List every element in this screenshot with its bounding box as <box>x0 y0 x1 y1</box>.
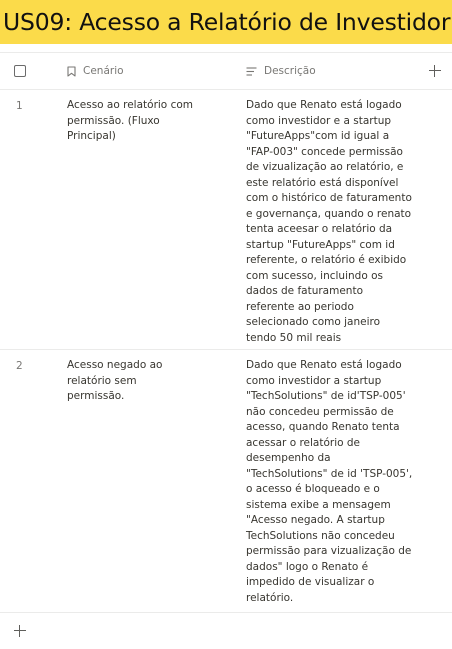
description-cell[interactable]: Dado que Renato está logado como investidor a startup "TechSolutions" de id'TSP-005' não concedeu permissão de acesso, quando Renato tenta acessar o relatório de desempenho da "TechSolutions" de id 'TSP-005', o acesso é bloqueado e o sistema exibe a mensagem "Acesso negado. A startup TechSolutions não concedeu permissão para vizualização de dados" logo o Renato é impedido de visualizar o relatório. <box>246 359 413 604</box>
table-header-row <box>0 52 452 90</box>
bookmark-icon <box>67 66 76 77</box>
add-row-plus-icon[interactable] <box>14 625 26 637</box>
title-banner <box>0 0 452 44</box>
row-index: 1 <box>16 100 23 112</box>
table-footer <box>0 613 452 649</box>
description-cell[interactable]: Dado que Renato está logado como investidor e a startup "FutureApps"com id igual a "FAP-003" concede permissão de vizualização ao relatório, e este relatório está disponível com o histórico de faturamento e governança, quando o renato tenta aceesar o relatório da startup "FutureApps" com id referente, o relatório é exibido com sucesso, incluindo os dados de faturamento referente ao periodo selecionado como janeiro tendo 50 mil reais <box>246 99 412 344</box>
scenario-table <box>0 52 452 649</box>
column-header-label: Descrição <box>264 65 316 77</box>
column-header-cenario[interactable] <box>67 53 124 89</box>
text-lines-icon <box>246 67 257 76</box>
column-header-descricao[interactable] <box>246 53 316 89</box>
row-index: 2 <box>16 360 23 372</box>
scenario-cell[interactable]: Acesso ao relatório com permissão. (Fluxo Principal) <box>67 99 193 142</box>
scenario-cell[interactable]: Acesso negado ao relatório sem permissão. <box>67 359 163 402</box>
page-title: US09: Acesso a Relatório de Investidor <box>3 8 451 36</box>
select-all-checkbox[interactable] <box>14 65 26 77</box>
add-column-plus-icon[interactable] <box>429 65 441 77</box>
table-row[interactable] <box>0 90 452 350</box>
column-header-label: Cenário <box>83 65 124 77</box>
table-row[interactable] <box>0 350 452 613</box>
